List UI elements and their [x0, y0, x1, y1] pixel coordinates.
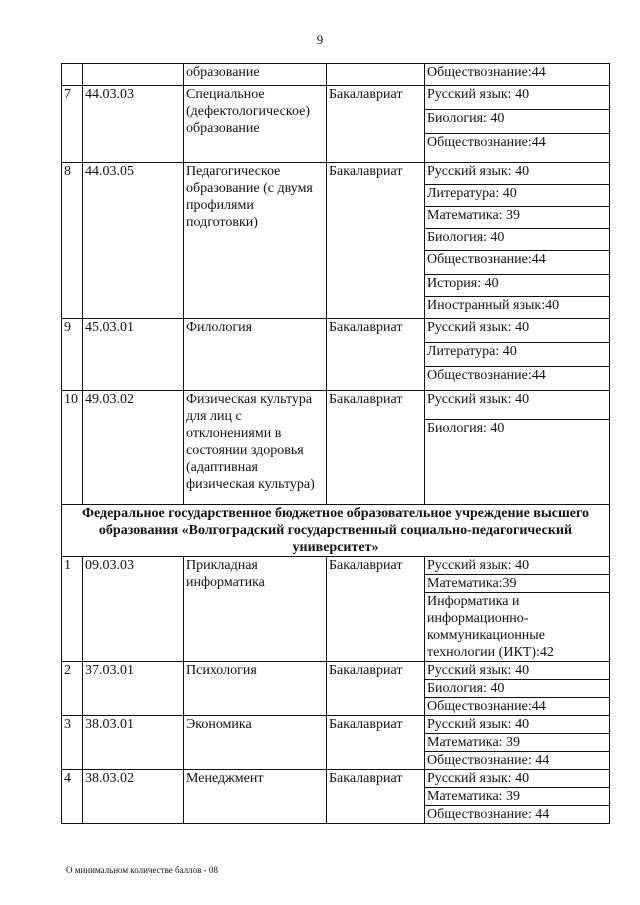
exam-score: Биология: 40 — [425, 110, 610, 134]
program-code: 45.03.01 — [83, 319, 184, 391]
degree-level — [327, 64, 425, 86]
table-row — [62, 557, 610, 575]
program-code: 37.03.01 — [83, 662, 184, 716]
program-name: Педагогическое образование (с двумя профилями подготовки) — [184, 163, 327, 319]
degree-level: Бакалавриат — [327, 716, 425, 770]
table-row — [62, 770, 610, 788]
exam-score: Русский язык: 40 — [425, 391, 610, 420]
exam-score: Математика: 39 — [425, 734, 610, 752]
exam-score: Обществознание:44 — [425, 251, 610, 275]
program-name: Филология — [184, 319, 327, 391]
footer-note: О минимальном количестве баллов - 08 — [66, 865, 218, 875]
program-code: 44.03.05 — [83, 163, 184, 319]
table-row — [62, 391, 610, 420]
table-row — [62, 86, 610, 110]
program-code: 09.03.03 — [83, 557, 184, 662]
university-title: Федеральное государственное бюджетное образовательное учреждение высшего образования «Волгоградский государственный социально-педагогический университет» — [62, 505, 610, 557]
section-header-row — [62, 505, 610, 557]
exam-score: Обществознание:44 — [425, 698, 610, 716]
row-number: 10 — [62, 391, 83, 505]
exam-score: Математика: 39 — [425, 207, 610, 229]
program-code — [83, 64, 184, 86]
exam-score: Русский язык: 40 — [425, 662, 610, 680]
table-row — [62, 64, 610, 86]
exam-score: История: 40 — [425, 275, 610, 297]
program-name: Менеджмент — [184, 770, 327, 824]
exam-score: Биология: 40 — [425, 680, 610, 698]
row-number: 7 — [62, 86, 83, 163]
row-number: 1 — [62, 557, 83, 662]
exam-score: Обществознание:44 — [425, 134, 610, 163]
program-code: 49.03.02 — [83, 391, 184, 505]
exam-score: Русский язык: 40 — [425, 770, 610, 788]
degree-level: Бакалавриат — [327, 319, 425, 391]
exam-score: Литература: 40 — [425, 343, 610, 367]
exam-score: Биология: 40 — [425, 420, 610, 505]
row-number: 3 — [62, 716, 83, 770]
degree-level: Бакалавриат — [327, 86, 425, 163]
table-row — [62, 163, 610, 185]
exam-score: Русский язык: 40 — [425, 716, 610, 734]
exam-score: Литература: 40 — [425, 185, 610, 207]
program-code: 38.03.02 — [83, 770, 184, 824]
exam-score: Обществознание: 44 — [425, 806, 610, 824]
exam-score: Математика: 39 — [425, 788, 610, 806]
exam-score: Информатика и информационно-коммуникационные технологии (ИКТ):42 — [425, 593, 610, 662]
program-code: 44.03.03 — [83, 86, 184, 163]
exam-score: Русский язык: 40 — [425, 163, 610, 185]
exam-score: Русский язык: 40 — [425, 557, 610, 575]
admission-table — [61, 63, 610, 824]
degree-level: Бакалавриат — [327, 770, 425, 824]
row-number — [62, 64, 83, 86]
program-name: Прикладная информатика — [184, 557, 327, 662]
row-number: 8 — [62, 163, 83, 319]
exam-score: Обществознание: 44 — [425, 752, 610, 770]
page-number: 9 — [316, 32, 324, 47]
exam-score: Иностранный язык:40 — [425, 297, 610, 319]
program-code: 38.03.01 — [83, 716, 184, 770]
exam-score: Обществознание:44 — [425, 64, 610, 86]
exam-score: Русский язык: 40 — [425, 319, 610, 343]
degree-level: Бакалавриат — [327, 662, 425, 716]
degree-level: Бакалавриат — [327, 391, 425, 505]
row-number: 2 — [62, 662, 83, 716]
program-name: Специальное (дефектологическое) образование — [184, 86, 327, 163]
program-name: образование — [184, 64, 327, 86]
row-number: 9 — [62, 319, 83, 391]
table-row — [62, 662, 610, 680]
degree-level: Бакалавриат — [327, 163, 425, 319]
row-number: 4 — [62, 770, 83, 824]
exam-score: Биология: 40 — [425, 229, 610, 251]
table-row — [62, 319, 610, 343]
program-name: Физическая культура для лиц с отклонениями в состоянии здоровья (адаптивная физическая культура) — [184, 391, 327, 505]
exam-score: Русский язык: 40 — [425, 86, 610, 110]
exam-score: Обществознание:44 — [425, 367, 610, 391]
exam-score: Математика:39 — [425, 575, 610, 593]
table-row — [62, 716, 610, 734]
program-name: Экономика — [184, 716, 327, 770]
program-name: Психология — [184, 662, 327, 716]
degree-level: Бакалавриат — [327, 557, 425, 662]
